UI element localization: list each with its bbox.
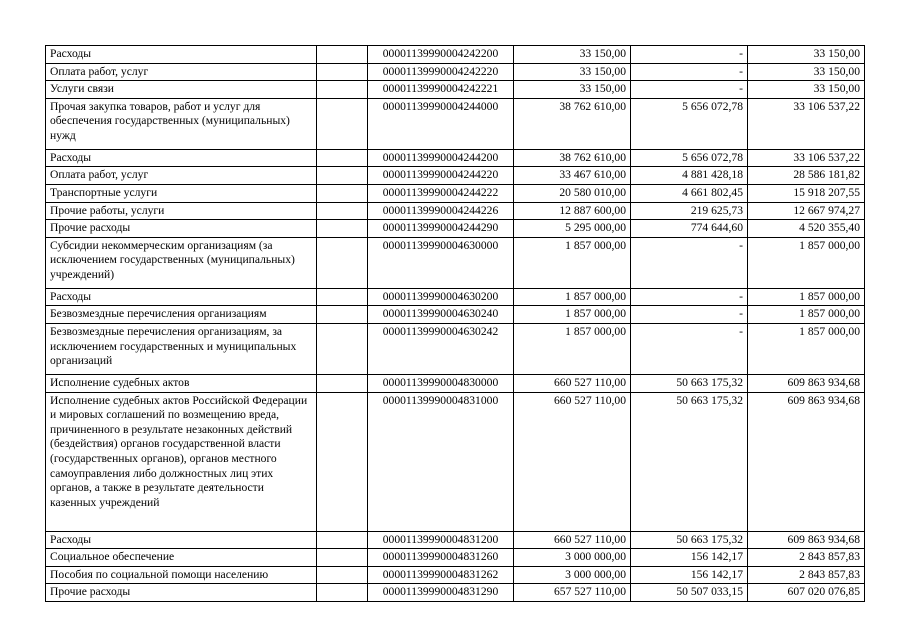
row-code: 00001139990004244222 — [368, 184, 514, 202]
row-code: 00001139990004831200 — [368, 531, 514, 549]
row-executed-amount: - — [631, 323, 748, 374]
row-empty-cell — [317, 566, 368, 584]
row-name: Субсидии некоммерческим организациям (за исключением государственных (муниципальных) учреждений) — [46, 237, 317, 288]
table-row — [46, 98, 865, 149]
table-row — [46, 323, 865, 374]
row-remaining-amount: 2 843 857,83 — [748, 549, 865, 567]
row-executed-amount: 50 663 175,32 — [631, 531, 748, 549]
row-code: 00001139990004242221 — [368, 81, 514, 99]
row-name: Безвозмездные перечисления организациям, за исключением государственных и муниципальных организаций — [46, 323, 317, 374]
row-code: 00001139990004630000 — [368, 237, 514, 288]
row-name: Расходы — [46, 288, 317, 306]
row-empty-cell — [317, 531, 368, 549]
row-executed-amount: 4 881 428,18 — [631, 167, 748, 185]
table-row — [46, 220, 865, 238]
row-executed-amount: - — [631, 306, 748, 324]
row-code: 00001139990004831290 — [368, 584, 514, 602]
row-code: 00001139990004242200 — [368, 46, 514, 64]
row-approved-amount: 33 150,00 — [514, 63, 631, 81]
row-code: 00001139990004244220 — [368, 167, 514, 185]
row-code: 00001139990004244000 — [368, 98, 514, 149]
row-executed-amount: 156 142,17 — [631, 549, 748, 567]
row-empty-cell — [317, 549, 368, 567]
row-name: Прочие расходы — [46, 584, 317, 602]
row-name: Исполнение судебных актов Российской Федерации и мировых соглашений по возмещению вреда, причиненного в результате незаконных действий (бездействия) органов государственной власти (государственных органов), органов местного самоуправления либо должностных лиц этих органов, а также в результате деятельности казенных учреждений — [46, 392, 317, 531]
row-executed-amount: 50 663 175,32 — [631, 392, 748, 531]
row-empty-cell — [317, 149, 368, 167]
row-code: 00001139990004244290 — [368, 220, 514, 238]
row-empty-cell — [317, 98, 368, 149]
row-code: 00001139990004244200 — [368, 149, 514, 167]
table-row — [46, 374, 865, 392]
row-remaining-amount: 4 520 355,40 — [748, 220, 865, 238]
row-empty-cell — [317, 46, 368, 64]
table-row — [46, 149, 865, 167]
row-name: Безвозмездные перечисления организациям — [46, 306, 317, 324]
row-remaining-amount: 1 857 000,00 — [748, 288, 865, 306]
budget-execution-table — [45, 45, 865, 602]
table-row — [46, 46, 865, 64]
row-code: 00001139990004831000 — [368, 392, 514, 531]
row-empty-cell — [317, 167, 368, 185]
row-approved-amount: 33 150,00 — [514, 81, 631, 99]
table-row — [46, 549, 865, 567]
table-body — [46, 46, 865, 602]
row-remaining-amount: 15 918 207,55 — [748, 184, 865, 202]
row-name: Прочие расходы — [46, 220, 317, 238]
row-name: Расходы — [46, 531, 317, 549]
row-approved-amount: 660 527 110,00 — [514, 374, 631, 392]
row-name: Расходы — [46, 46, 317, 64]
row-remaining-amount: 33 150,00 — [748, 46, 865, 64]
row-executed-amount: - — [631, 237, 748, 288]
row-approved-amount: 657 527 110,00 — [514, 584, 631, 602]
row-empty-cell — [317, 584, 368, 602]
row-approved-amount: 38 762 610,00 — [514, 98, 631, 149]
row-executed-amount: - — [631, 81, 748, 99]
row-executed-amount: 4 661 802,45 — [631, 184, 748, 202]
row-code: 00001139990004242220 — [368, 63, 514, 81]
row-remaining-amount: 33 106 537,22 — [748, 149, 865, 167]
row-remaining-amount: 1 857 000,00 — [748, 323, 865, 374]
row-approved-amount: 1 857 000,00 — [514, 323, 631, 374]
row-empty-cell — [317, 288, 368, 306]
row-remaining-amount: 33 106 537,22 — [748, 98, 865, 149]
row-remaining-amount: 607 020 076,85 — [748, 584, 865, 602]
table-row — [46, 306, 865, 324]
row-approved-amount: 33 150,00 — [514, 46, 631, 64]
table-row — [46, 531, 865, 549]
row-executed-amount: - — [631, 63, 748, 81]
row-empty-cell — [317, 202, 368, 220]
table-row — [46, 81, 865, 99]
row-name: Оплата работ, услуг — [46, 63, 317, 81]
row-empty-cell — [317, 374, 368, 392]
row-remaining-amount: 12 667 974,27 — [748, 202, 865, 220]
row-name: Пособия по социальной помощи населению — [46, 566, 317, 584]
row-code: 00001139990004831262 — [368, 566, 514, 584]
row-executed-amount: 50 663 175,32 — [631, 374, 748, 392]
row-approved-amount: 33 467 610,00 — [514, 167, 631, 185]
row-approved-amount: 1 857 000,00 — [514, 306, 631, 324]
table-row — [46, 584, 865, 602]
row-code: 00001139990004630242 — [368, 323, 514, 374]
row-empty-cell — [317, 392, 368, 531]
table-row — [46, 392, 865, 531]
row-empty-cell — [317, 237, 368, 288]
row-approved-amount: 5 295 000,00 — [514, 220, 631, 238]
row-executed-amount: 774 644,60 — [631, 220, 748, 238]
row-remaining-amount: 609 863 934,68 — [748, 392, 865, 531]
row-empty-cell — [317, 323, 368, 374]
row-code: 00001139990004830000 — [368, 374, 514, 392]
row-approved-amount: 660 527 110,00 — [514, 531, 631, 549]
row-name: Исполнение судебных актов — [46, 374, 317, 392]
table-row — [46, 237, 865, 288]
row-empty-cell — [317, 81, 368, 99]
row-remaining-amount: 33 150,00 — [748, 81, 865, 99]
row-empty-cell — [317, 220, 368, 238]
row-executed-amount: 5 656 072,78 — [631, 149, 748, 167]
row-code: 00001139990004630200 — [368, 288, 514, 306]
row-code: 00001139990004630240 — [368, 306, 514, 324]
row-remaining-amount: 2 843 857,83 — [748, 566, 865, 584]
row-name: Транспортные услуги — [46, 184, 317, 202]
table-row — [46, 566, 865, 584]
row-approved-amount: 12 887 600,00 — [514, 202, 631, 220]
row-empty-cell — [317, 184, 368, 202]
row-executed-amount: 50 507 033,15 — [631, 584, 748, 602]
row-name: Прочая закупка товаров, работ и услуг для обеспечения государственных (муниципальных) нужд — [46, 98, 317, 149]
row-executed-amount: 156 142,17 — [631, 566, 748, 584]
row-remaining-amount: 1 857 000,00 — [748, 237, 865, 288]
row-remaining-amount: 33 150,00 — [748, 63, 865, 81]
table-row — [46, 167, 865, 185]
row-code: 00001139990004244226 — [368, 202, 514, 220]
table-row — [46, 202, 865, 220]
row-name: Услуги связи — [46, 81, 317, 99]
row-approved-amount: 660 527 110,00 — [514, 392, 631, 531]
row-approved-amount: 1 857 000,00 — [514, 288, 631, 306]
row-executed-amount: - — [631, 288, 748, 306]
row-remaining-amount: 609 863 934,68 — [748, 374, 865, 392]
row-name: Прочие работы, услуги — [46, 202, 317, 220]
table-row — [46, 184, 865, 202]
row-executed-amount: 219 625,73 — [631, 202, 748, 220]
row-approved-amount: 1 857 000,00 — [514, 237, 631, 288]
row-code: 00001139990004831260 — [368, 549, 514, 567]
row-executed-amount: 5 656 072,78 — [631, 98, 748, 149]
row-approved-amount: 38 762 610,00 — [514, 149, 631, 167]
row-empty-cell — [317, 306, 368, 324]
row-name: Расходы — [46, 149, 317, 167]
row-empty-cell — [317, 63, 368, 81]
table-row — [46, 288, 865, 306]
row-name: Оплата работ, услуг — [46, 167, 317, 185]
row-remaining-amount: 609 863 934,68 — [748, 531, 865, 549]
row-approved-amount: 3 000 000,00 — [514, 549, 631, 567]
row-remaining-amount: 1 857 000,00 — [748, 306, 865, 324]
table-row — [46, 63, 865, 81]
row-approved-amount: 20 580 010,00 — [514, 184, 631, 202]
row-executed-amount: - — [631, 46, 748, 64]
row-approved-amount: 3 000 000,00 — [514, 566, 631, 584]
row-remaining-amount: 28 586 181,82 — [748, 167, 865, 185]
row-name: Социальное обеспечение — [46, 549, 317, 567]
